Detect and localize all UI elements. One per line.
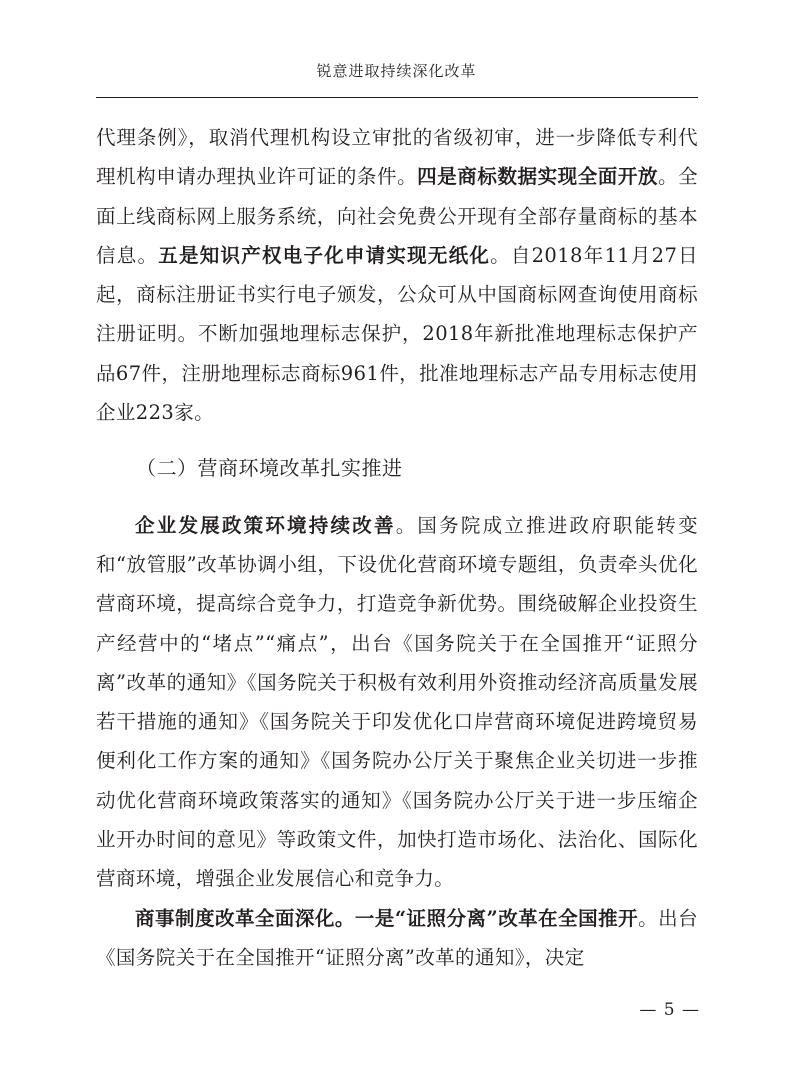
page-number: — 5 — [639, 1000, 700, 1020]
bold-phrase: 四是商标数据实现全面开放 [417, 165, 659, 189]
running-header: 锐意进取持续深化改革 [316, 62, 477, 80]
bold-phrase: 商事制度改革全面深化。一是“证照分离”改革在全国推开 [135, 906, 639, 930]
section-heading: （二）营商环境改革扎实推进 [136, 456, 403, 481]
paragraph-ip-agency [96, 118, 698, 432]
paragraph-text: 。自2018年11月27日起，商标注册证书实行电子颁发，公众可从中国商标网查询使用商标注册证明。不断加强地理标志保护，2018年新批准地理标志保护产品67件，注册地理标志商标961件，批准地理标志产品专用标志使用企业223家。 [96, 243, 698, 425]
paragraph-text: 。出台《国务院关于在全国推开“证照分离”改革的通知》，决定 [96, 906, 699, 969]
paragraph-text: 代理条例》，取消代理机构设立审批的省级初审，进一步降低专利代理机构申请办理执业许可证的条件。 [96, 126, 698, 189]
paragraph-commercial-reform [96, 899, 698, 978]
bold-phrase: 五是知识产权电子化申请实现无纸化 [158, 243, 491, 267]
paragraph-text: 。全面上线商标网上服务系统，向社会免费公开现有全部存量商标的基本信息。 [96, 165, 698, 267]
header-rule [96, 97, 698, 98]
paragraph-text: 。国务院成立推进政府职能转变和“放管服”改革协调小组，下设优化营商环境专题组，负责牵头优化营商环境，提高综合竞争力，打造竞争新优势。围绕破解企业投资生产经营中的“堵点”“痛点”，出台《国务院关于在全国推开“证照分离”改革的通知》《国务院关于积极有效利用外资推动经济高质量发展若干措施的通知》《国务院关于印发优化口岸营商环境促进跨境贸易便利化工作方案的通知》《国务院办公厅关于聚焦企业关切进一步推动优化营商环境政策落实的通知》《国务院办公厅关于进一步压缩企业开办时间的意见》等政策文件，加快打造市场化、法治化、国际化营商环境，增强企业发展信心和竞争力。 [96, 513, 698, 891]
paragraph-policy-environment [96, 506, 698, 899]
document-body [96, 118, 698, 977]
bold-phrase: 企业发展政策环境持续改善 [135, 513, 396, 537]
